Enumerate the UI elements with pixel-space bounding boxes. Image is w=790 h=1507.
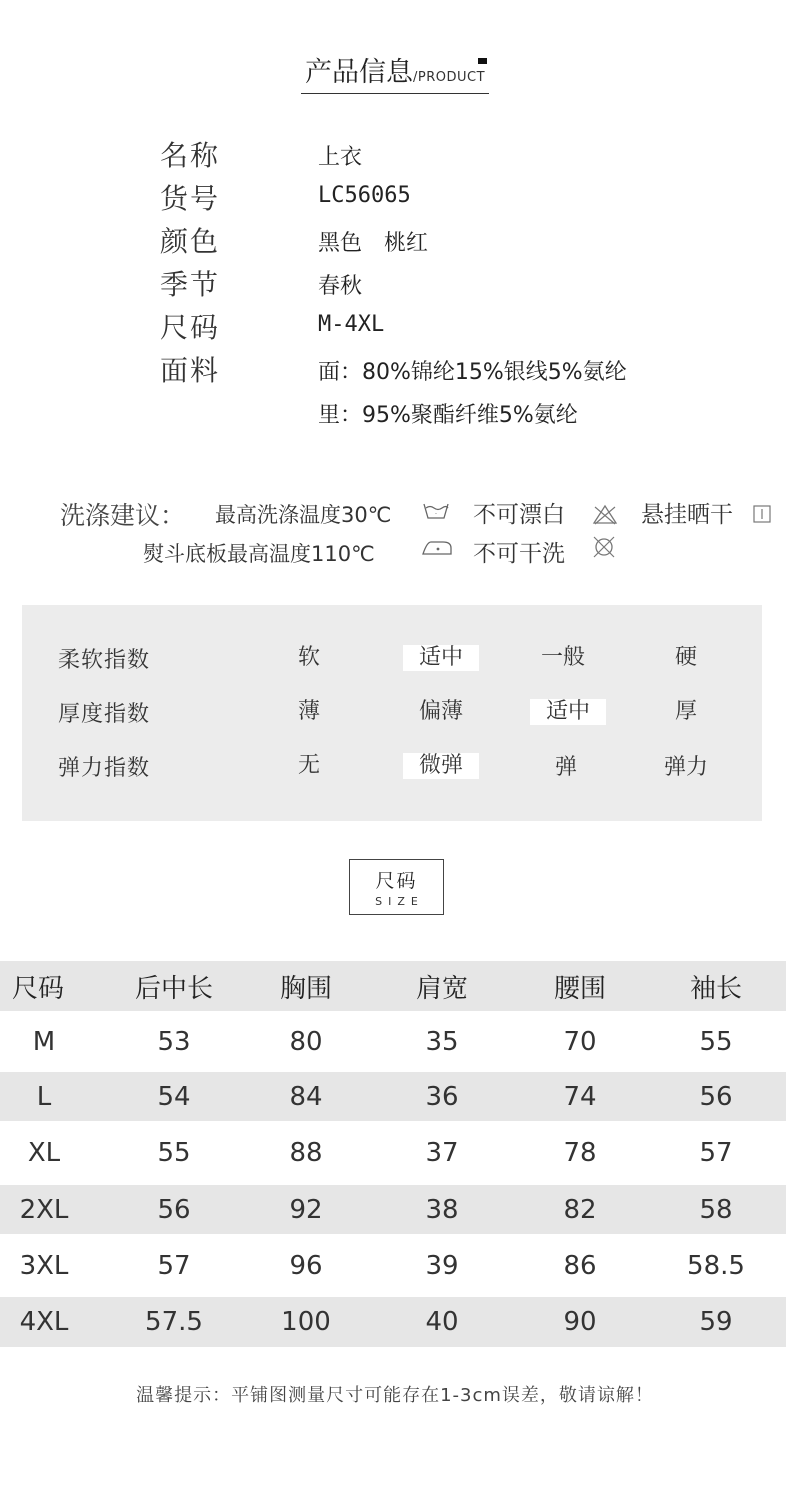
measurement-tip: 温馨提示：平铺图测量尺寸可能存在1-3cm误差，敬请谅解！: [136, 1385, 654, 1406]
table-row: [0, 1297, 786, 1347]
table-row: [0, 1121, 786, 1185]
cell-size: L: [36, 1081, 52, 1112]
header-chest: 胸围: [279, 973, 332, 1004]
header-shoulder: 肩宽: [415, 973, 468, 1004]
wash-tub-icon: [422, 500, 450, 526]
header-title-cn: 产品信息: [304, 57, 413, 88]
info-value-fabric-lining: 里：95%聚酯纤维5%氨纶: [318, 403, 578, 428]
wash-temp-text: 最高洗涤温度30℃: [215, 503, 392, 527]
cell-size: M: [32, 1026, 56, 1057]
cell-sleeve: 58.5: [687, 1250, 745, 1281]
cell-chest: 84: [289, 1081, 323, 1112]
iron-temp-text: 熨斗底板最高温度110℃: [143, 542, 375, 566]
no-bleach-text: 不可漂白: [473, 502, 565, 528]
cell-back-length: 56: [157, 1194, 191, 1225]
cell-shoulder: 35: [425, 1026, 459, 1057]
cell-sleeve: 58: [699, 1194, 733, 1225]
header-size: 尺码: [11, 973, 64, 1004]
cell-sleeve: 56: [699, 1081, 733, 1112]
table-row: [0, 1011, 786, 1072]
thickness-option-medium-selected: 适中: [530, 699, 606, 725]
info-value-size: M-4XL: [318, 312, 385, 337]
cell-chest: 96: [289, 1250, 323, 1281]
line-dry-icon: [753, 505, 771, 527]
cell-waist: 70: [563, 1026, 597, 1057]
info-label-sku: 货号: [160, 182, 221, 215]
cell-size: 4XL: [19, 1307, 69, 1337]
thickness-option-thin: 薄: [297, 699, 320, 724]
info-value-fabric-outer: 面：80%锦纶15%银线5%氨纶: [318, 360, 627, 385]
cell-size: 3XL: [19, 1250, 69, 1281]
cell-shoulder: 39: [425, 1250, 459, 1281]
thickness-option-slightly-thin: 偏薄: [418, 699, 463, 724]
cell-waist: 78: [563, 1138, 597, 1168]
cell-waist: 82: [563, 1194, 597, 1225]
size-badge: [349, 859, 444, 915]
header-back-length: 后中长: [134, 973, 213, 1004]
wash-title: 洗涤建议：: [60, 501, 186, 530]
product-info-header: [0, 50, 790, 94]
header-mark: [478, 58, 487, 64]
iron-icon: [421, 537, 453, 561]
cell-back-length: 55: [157, 1138, 191, 1168]
elasticity-option-none: 无: [297, 753, 320, 778]
info-value-name: 上衣: [318, 145, 363, 170]
cell-size: 2XL: [19, 1194, 69, 1225]
feel-label-softness: 柔软指数: [58, 648, 151, 673]
cell-waist: 86: [563, 1250, 597, 1281]
info-label-fabric: 面料: [160, 354, 221, 387]
cell-waist: 74: [563, 1081, 597, 1112]
table-row: [0, 1072, 786, 1121]
header-underline: [301, 50, 489, 94]
table-row: [0, 1185, 786, 1234]
thickness-option-thick: 厚: [674, 699, 697, 724]
softness-option-hard: 硬: [674, 645, 697, 670]
svg-text:·: ·: [434, 510, 438, 518]
cell-back-length: 57.5: [145, 1307, 203, 1337]
cell-size: XL: [27, 1138, 61, 1168]
cell-chest: 100: [281, 1307, 331, 1337]
no-dry-clean-icon: [592, 535, 616, 563]
cell-back-length: 54: [157, 1081, 191, 1112]
cell-shoulder: 36: [425, 1081, 459, 1112]
size-table-header: [0, 961, 786, 1011]
info-value-season: 春秋: [318, 274, 363, 299]
cell-sleeve: 59: [699, 1307, 733, 1337]
cell-shoulder: 38: [425, 1194, 459, 1225]
header-waist: 腰围: [553, 973, 606, 1004]
info-value-sku: LC56065: [318, 183, 411, 208]
cell-waist: 90: [563, 1307, 597, 1337]
cell-back-length: 57: [157, 1250, 191, 1281]
feel-label-thickness: 厚度指数: [58, 702, 151, 727]
no-dry-clean-text: 不可干洗: [473, 541, 565, 567]
info-label-color: 颜色: [160, 225, 221, 258]
cell-shoulder: 37: [425, 1138, 459, 1168]
cell-chest: 92: [289, 1194, 323, 1225]
line-dry-text: 悬挂晒干: [641, 502, 733, 528]
table-row: [0, 1234, 786, 1297]
header-title-en: /PRODUCT: [412, 70, 486, 85]
softness-option-normal: 一般: [540, 645, 585, 670]
cell-back-length: 53: [157, 1026, 191, 1057]
header-sleeve: 袖长: [689, 973, 742, 1004]
info-value-color: 黑色 桃红: [318, 231, 429, 256]
info-label-season: 季节: [160, 268, 221, 301]
softness-option-medium-selected: 适中: [403, 645, 479, 671]
size-badge-en: SIZE: [375, 895, 424, 908]
info-label-name: 名称: [160, 139, 221, 172]
no-bleach-icon: [592, 503, 618, 529]
size-table: [0, 961, 786, 1347]
elasticity-option-stretch: 弹: [554, 755, 577, 780]
cell-chest: 80: [289, 1026, 323, 1057]
elasticity-option-slight-selected: 微弹: [403, 753, 479, 779]
softness-option-soft: 软: [297, 645, 320, 670]
cell-sleeve: 55: [699, 1026, 733, 1057]
cell-sleeve: 57: [699, 1138, 733, 1168]
feel-label-elasticity: 弹力指数: [58, 756, 151, 781]
cell-chest: 88: [289, 1138, 323, 1168]
cell-shoulder: 40: [425, 1307, 459, 1337]
info-label-size: 尺码: [160, 311, 221, 344]
elasticity-option-elastic: 弹力: [663, 755, 708, 780]
size-badge-cn: 尺码: [375, 870, 418, 892]
